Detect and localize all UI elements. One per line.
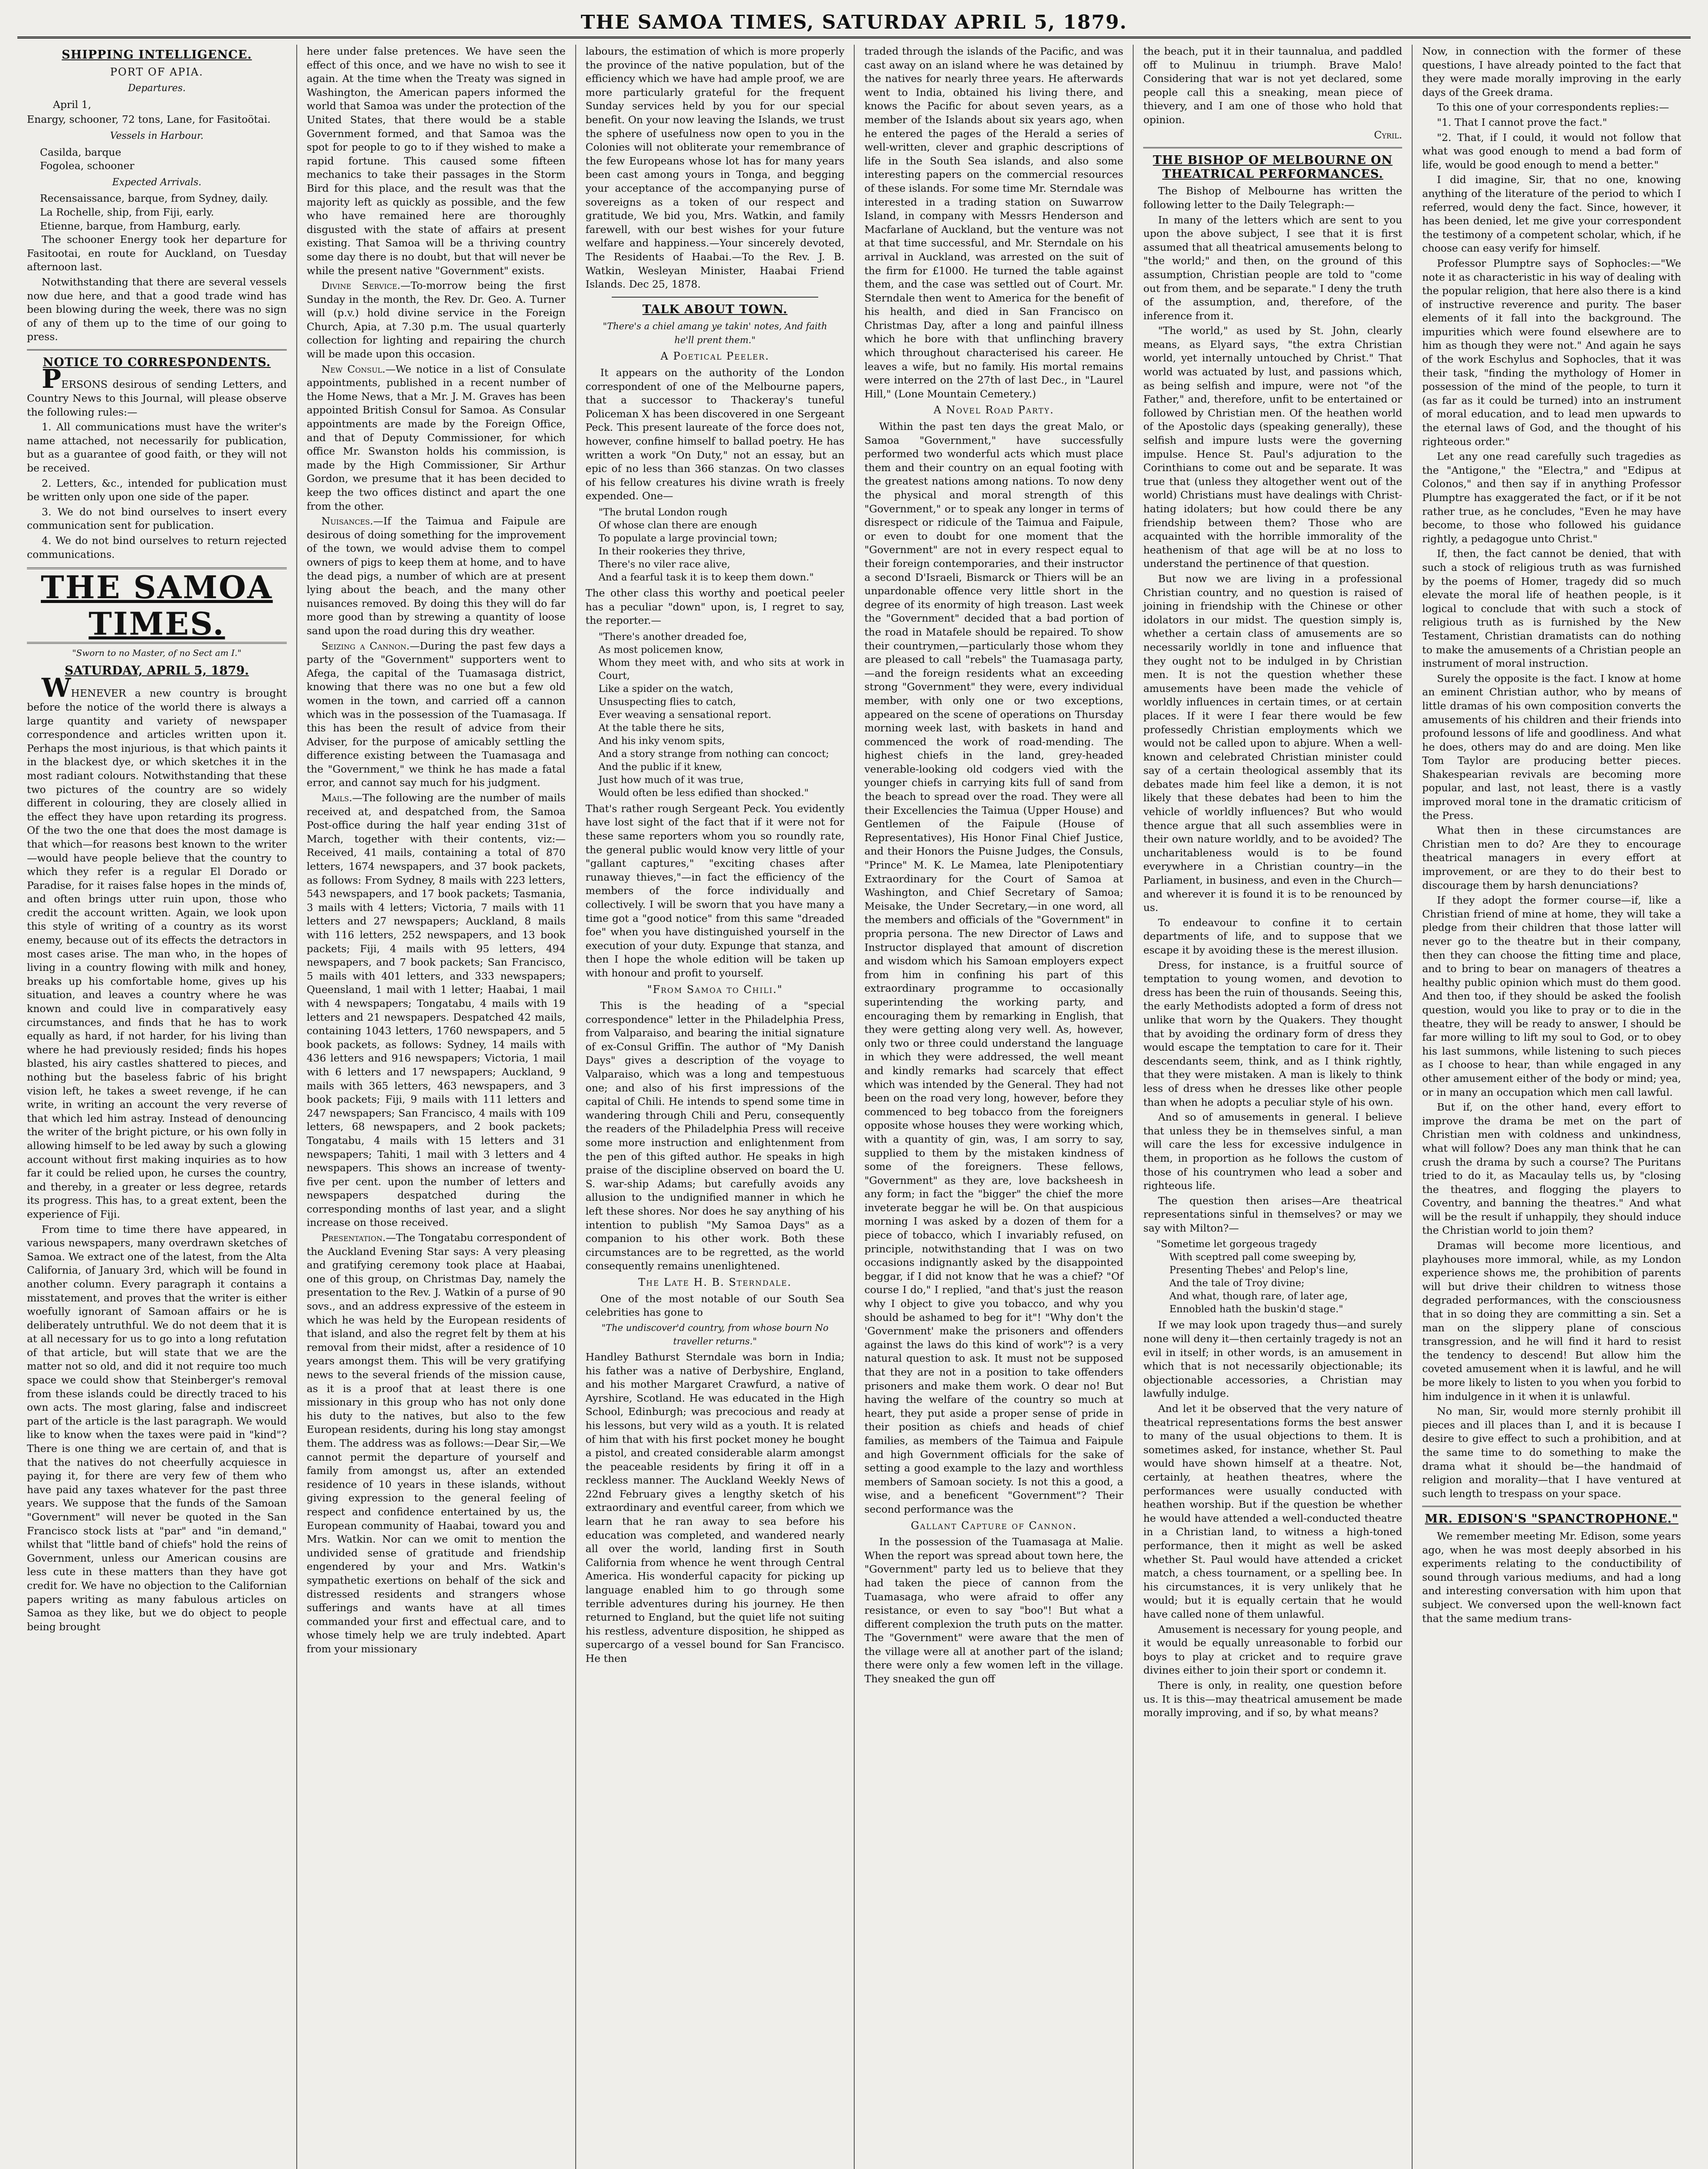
expected-label: Expected Arrivals. bbox=[112, 177, 202, 188]
leader-paragraph: WHENEVER a new country is brought before the notice of the world there is always a large quantity and variety of newspaper correspondence and articles written upon it. Perhaps the most injurious, is that which paints it in the blackest dye, or which sketches it in the most radiant colours. Notwithstanding that these two pictures of the country are so widely different in colouring, they are closely allied in the effect they have upon retarding its progress. Of the two the one that does the most damage is that which—for reasons best known to the writer—would have people believe that the country to which they refer is a regular El Dorado or Paradise, for it raises false hopes in the minds of, and often brings utter ruin upon, those who credit the account written. Again, we look upon this style of writing of a country as its worst enemy, because out of its effects the detractors in most cases arise. The man who, in the hopes of living in a country flowing with milk and honey, breaks up his comfortable home, gives up his situation, and leaves a country where he was known and could live in comparatively easy circumstances, and finds that he has to work equally as hard, if not harder, for his living than where he had previously resided; finds his hopes blasted, his airy castles shattered to pieces, and nothing but the baseless fabric of his bright vision left, he takes a sweet revenge, if he can write, in writing an account the very reverse of that which led him astray. Instead of denouncing the writer of the bright picture, or his own folly in allowing himself to be led away by such a glowing account without first making inquiries as to how far it could be relied upon, he curses the country, and thereby, in a greater or less degree, retards its progress. This has, to a great extent, been the experience of Fiji. bbox=[27, 673, 287, 1220]
list-item: La Rochelle, ship, from Fiji, early. bbox=[40, 206, 214, 218]
list-item: Casilda, barque bbox=[40, 146, 121, 158]
poem-line: And a story strange from nothing can concoct; bbox=[598, 748, 829, 760]
column-6 bbox=[1412, 45, 1691, 2169]
poem-line: In their rookeries they thrive, bbox=[598, 546, 746, 557]
page-header: THE SAMOA TIMES, SATURDAY APRIL 5, 1879. bbox=[17, 9, 1691, 39]
news-item bbox=[307, 791, 566, 1230]
list-item: Etienne, barque, from Hamburg, early. bbox=[40, 220, 241, 232]
news-item-head: Seizing a Cannon. bbox=[321, 639, 410, 652]
news-item-text: —The Tongatabu correspondent of the Auckland Evening Star says: A very pleasing and gratifying ceremony took place at Haabai, one of this group, on Christmas Day, namely the presentation to the Rev. J. Watkin of a purse of 90 sovs., and an address expressive of the esteem in which he was held by the European residents of that island, and also the regret felt by them at his removal from their midst, after a residence of 10 years amongst them. This will be very gratifying news to the several friends of the mission cause, as it is a proof that at least there is one missionary in this group who has not only done his duty to the natives, but also to the few European residents, during his long stay amongst them. The address was as follows:—Dear Sir,—We cannot permit the departure of yourself and family from amongst us, after an extended residence of 10 years in these islands, without giving expression to the general feeling of respect and confidence entertained by us, the European community of Haabai, toward you and Mrs. Watkin. Nor can we omit to mention the undivided sense of gratitude and friendship engendered by your and Mrs. Watkin's sympathetic exertions on behalf of the sick and distressed residents and strangers whose sufferings and wants have at all times commanded your first and effectual care, and to whose timely help we are truly indebted. Apart from your missionary bbox=[306, 1232, 566, 1655]
divider bbox=[1143, 147, 1402, 148]
news-item-text: —To-morrow being the first Sunday in the month, the Rev. Dr. Geo. A. Turner will (p.v.) hold divine service in the Foreign Church, Apia, at 7.30 p.m. The usual quarterly collection for lighting and repairing the church will be made upon this occasion. bbox=[306, 279, 566, 360]
vessels-list bbox=[27, 146, 287, 173]
article-paragraph: There is only, in reality, one question before us. It is this—may theatrical amusement be made morally improving, and if so, by what means? bbox=[1143, 1679, 1403, 1719]
poem-line: At the table there he sits, bbox=[598, 722, 725, 734]
notice-rule: 3. We do not bind ourselves to insert every communication sent for publication. bbox=[27, 505, 287, 532]
article-paragraph: Dress, for instance, is a fruitful source of temptation to young women, and devotion to dress has been the ruin of thousands. Seeing this, the early Methodists adopted a form of dress not unlike that worn by the Quakers. They thought that by avoiding the ordinary form of dress they would escape the temptation to care for it. Their descendants seem, think, and as I think rightly, that they were mistaken. A man is likely to think less of dress when he dresses like other people than when he adopts a peculiar style of his own. bbox=[1143, 959, 1403, 1108]
shipping-title: SHIPPING INTELLIGENCE. bbox=[62, 48, 252, 62]
poem-line: And the public if it knew, bbox=[598, 761, 722, 773]
sterndale-quote: "The undiscover'd country, from whose bourn No traveller returns." bbox=[601, 1322, 829, 1347]
poem-line: Would often be less edified than shocked." bbox=[598, 787, 809, 799]
poem bbox=[599, 630, 845, 799]
issue-date: SATURDAY, APRIL 5, 1879. bbox=[65, 663, 249, 678]
poem-line: Of whose clan there are enough bbox=[598, 520, 757, 531]
article-paragraph: No man, Sir, would more sternly prohibit ill pieces and ill places than I, and it is because I desire to give effect to such a prohibition, and at the same time to do something to make the drama what it should be—the handmaid of religion and morality—that I have ventured at such length to trespass on your space. bbox=[1422, 1405, 1681, 1500]
poem-line: With sceptred pall come sweeping by, bbox=[1169, 1252, 1357, 1263]
article-paragraph: If we may look upon tragedy thus—and surely none will deny it—then certainly tragedy is not an evil in itself; in other words, is an amusement in which that is not necessarily objectionable; its objectionable accessories, a Christian may lawfully indulge. bbox=[1143, 1319, 1403, 1400]
article-paragraph: But if, on the other hand, every effort to improve the drama be met on the part of Christian men with coldness and unkindness, what will follow? Does any man think that he can crush the drama by such a course? The Puritans tried to do it, as Macaulay tells us, by "closing the theatres, and flogging the players to Coventry, and banning the theatres." And what will be the result if unhappily, they should induce the Christian world to join them? bbox=[1422, 1101, 1681, 1237]
poem-line: Ever weaving a sensational report. bbox=[598, 709, 771, 721]
article-paragraph: But now we are living in a professional Christian country, and no question is raised of joining in friendship with the Chinese or other idolators in our midst. The question simply is, whether a certain class of amusements are so necessarily worldly in tone and influence that they ought not to be indulged in by Christian men. It is not the question whether these amusements have been made the vehicle of worldly influences in certain times, or at certain places. If it were I fear there would be few professedly Christian employments which we would not be called upon to abjure. When a well-known and celebrated Christian minister could say of a certain theological assembly that its debates made him feel like a demon, it is not likely that these debates had been to him the vehicle of worldly influences? But who would thence argue that all such assemblies were in their own nature worldly, and to be avoided? The uncharitableness would is to be found everywhere in a Christian country—in the Parliament, in business, and even in the Church—and wherever it is found it is to be renounced by us. bbox=[1143, 572, 1403, 914]
article-paragraph: "1. That I cannot prove the fact." bbox=[1437, 116, 1607, 128]
bishop-continuation: Now, in connection with the former of these questions, I have already pointed to the fact that they were made morally improving in the early days of the Greek drama. bbox=[1422, 45, 1681, 98]
newspaper-motto: "Sworn to no Master, of no Sect am I." bbox=[72, 648, 242, 659]
news-item-head: Mails. bbox=[321, 792, 352, 804]
poem-line: And what, though rare, of later age, bbox=[1169, 1291, 1348, 1302]
column-5 bbox=[1133, 45, 1412, 2169]
poem-line: Ennobled hath the buskin'd stage." bbox=[1169, 1304, 1344, 1315]
poem-line: Just how much of it was true, bbox=[598, 774, 744, 786]
bishop-article-title: THE BISHOP OF MELBOURNE ON THEATRICAL PERFORMANCES. bbox=[1153, 154, 1393, 181]
article-paragraph: In the possession of the Tuamasaga at Malie. When the report was spread about town here, the "Government" party led us to believe that they had taken the piece of cannon from the Tuamasaga, who were afraid to offer any resistance, or even to say "boo"! But what a different complexion the truth puts on the matter. The "Government" were aware that the men of the village were all at another part of the island; there were only a few women left in the village. They sneaked the gun off bbox=[864, 1536, 1124, 1685]
poem-line: And his inky venom spits, bbox=[598, 735, 725, 747]
article-paragraph: Let any one read carefully such tragedies as the "Antigone," the "Electra," and "Edipus at Colonos," and then say if in anything Professor Plumptre has exaggerated the fact, or if it be not rather true, as he concludes, "Even he may have become, to those who followed his guidance rightly, a pedagogue unto Christ." bbox=[1422, 450, 1681, 545]
poem-line: And the tale of Troy divine; bbox=[1169, 1278, 1305, 1289]
news-item-head: Presentation. bbox=[321, 1232, 386, 1244]
news-item-text: —We notice in a list of Consulate appointments, published in a recent number of the Home News, that a Mr. J. M. Graves has been appointed British Consul for Samoa. As Consular appointments are made by the Foreign Office, and that of Deputy Commissioner, for which office Mr. Swanston holds his commission, is made by the High Commissioner, Sir Arthur Gordon, we presume that it has been decided to keep the two offices distinct and apart the one from the other. bbox=[306, 363, 566, 512]
poem-line: Presenting Thebes' and Pelop's line, bbox=[1169, 1265, 1348, 1276]
article-paragraph: Amusement is necessary for young people, and it would be equally unreasonable to forbid our boys to play at cricket and to require grave divines either to join their sport or condemn it. bbox=[1143, 1623, 1403, 1677]
news-item-head: Nuisances. bbox=[321, 515, 374, 528]
news-item-head: Divine Service. bbox=[321, 279, 400, 292]
news-item bbox=[307, 363, 566, 514]
poem-line: There's no viler race alive, bbox=[598, 559, 731, 570]
presentation-continuation: labours, the estimation of which is more properly the province of the native population, but of the efficiency which we have had ample proof, we are more particularly grateful for the frequent Sunday services held by you for our special benefit. On your now leaving the Islands, we trust the sphere of usefulness now open to you in the Colonies will not obliterate your remembrance of the few Europeans whose lot has for many years been cast among yours in Tonga, and begging your acceptance of the accompanying purse of sovereigns as a token of our respect and gratitude, We bid you, Mrs. Watkin, and family farewell, with our best wishes for your future welfare and happiness.—Your sincerely devoted, The Residents of Haabai.—To the Rev. J. B. Watkin, Wesleyan Minister, Haabai Friend Islands. Dec 25, 1878. bbox=[585, 45, 845, 291]
notice-intro: PERSONS desirous of sending Letters, and Country News to this Journal, will please observe the following rules:— bbox=[27, 364, 287, 418]
departure-date: April 1, bbox=[53, 98, 92, 111]
news-item-head: New Consul. bbox=[321, 363, 386, 375]
edison-article-title: MR. EDISON'S "SPANCTROPHONE." bbox=[1425, 1512, 1678, 1526]
article-paragraph: I did imagine, Sir, that no one, knowing anything of the literature of the period to which I referred, would deny the fact. Since, however, it has been denied, let me give your correspondent the testimony of a competent scholar, which, if he choose can easy verify for himself. bbox=[1422, 174, 1681, 255]
article-paragraph: In many of the letters which are sent to you upon the above subject, I see that it is first assumed that all theatrical amusements belong to "the world;" and then, on the ground of this assumption, Christian people are told to "come out from them, and be separate." I deny the truth of the assumption, and, therefore, of the inference from it. bbox=[1143, 213, 1403, 322]
chili-heading: "From Samoa to Chili." bbox=[647, 983, 783, 996]
shipping-note: Notwithstanding that there are several vessels now due here, and that a good trade wind has been blowing during the week, there was no sign of any of them up to the time of our going to press. bbox=[27, 275, 287, 343]
signature: Cyril. bbox=[1374, 128, 1403, 141]
talk-about-town-title: TALK ABOUT TOWN. bbox=[642, 302, 788, 316]
article-paragraph: We remember meeting Mr. Edison, some years ago, when he was most deeply absorbed in his experiments relating to the conductibility of sound through various mediums, and had a long and interesting conversation with him upon that subject. We conversed upon the well-known fact that the same medium trans- bbox=[1422, 1530, 1681, 1625]
article-paragraph: If, then, the fact cannot be denied, that with such a stock of religious truth as was furnished by the poems of Homer, tragedy did so much elevate the moral life of heathen people, is it logical to conclude that with such a stock of religious truth as is furnished by the New Testament, Christian dramatists can do nothing to make the amusements of a Christian people an instrument of moral instruction. bbox=[1422, 547, 1681, 670]
article-paragraph: "The world," as used by St. John, clearly means, as Elyard says, "the extra Christian world, yet internally untouched by Christ." That world was actuated by lust, and passions which, as being selfish and impure, were not "of the Father," and, therefore, unfit to be entertained or followed by Christian men. Of the heathen world of the Apostolic days (speaking generally), these selfish and impure lusts were the governing impulse. Hence St. Paul's adjuration to the Corinthians to come out and be separate. It was true that (unless they altogether went out of the world) Christians must have dealings with Christ-hating idolaters; but how could there be any friendship between them? Those who are acquainted with the horrible immorality of the heathenism of that age will be at no loss to understand the pertinence of that question. bbox=[1143, 324, 1403, 570]
list-item: Fogolea, schooner bbox=[40, 160, 134, 172]
news-item bbox=[307, 279, 566, 361]
poem-line: "Sometime let gorgeous tragedy bbox=[1156, 1238, 1317, 1250]
milton-quote bbox=[1156, 1238, 1402, 1316]
poem-line: "There's another dreaded foe, bbox=[598, 631, 747, 642]
article-paragraph: And so of amusements in general. I believe that unless they be in themselves sinful, a man will care the less for excessive indulgence in them, in proportion as he follows the custom of those of his countrymen who lead a sober and righteous life. bbox=[1143, 1111, 1403, 1192]
column-4 bbox=[854, 45, 1133, 2169]
talk-epigraph: "There's a chiel amang ye takin' notes, And faith he'll prent them." bbox=[603, 321, 827, 345]
poem-line: And a fearful task it is to keep them down." bbox=[598, 572, 814, 583]
article-paragraph: What then in these circumstances are Christian men to do? Are they to encourage theatrical managers in every effort at improvement, or are they to do their best to discourage them by harsh denunciations? bbox=[1422, 824, 1681, 891]
list-item: Recensaissance, barque, from Sydney, daily. bbox=[40, 192, 269, 205]
departure-entry: Enargy, schooner, 72 tons, Lane, for Fasitoötai. bbox=[27, 113, 271, 126]
article-paragraph: This is the heading of a "special correspondence" letter in the Philadelphia Press, from Valparaiso, and bearing the initial signature of ex-Consul Griffin. The author of "My Danish Days" gives a description of the voyage to Valparaiso, which was a long and tempestuous one; and also of his first impressions of the capital of Chili. He intends to spend some time in wandering through Chili and Peru, consequently the readers of the Philadelphia Press will receive some more instruction and enlightenment from the pen of this gifted author. He speaks in high praise of the discipline observed on board the U. S. war-ship Adams; but carefully avoids any allusion to the undignified manner in which he left these shores. Nor does he say anything of his intention to publish "My Samoa Days" as a companion to his other work. Both these circumstances are to be regretted, as the world consequently remains unenlightened. bbox=[585, 999, 845, 1272]
leader-continuation: here under false pretences. We have seen the effect of this once, and we have no wish to see it again. At the time when the Treaty was signed in Washington, the American papers informed the world that Samoa was under the protection of the United States, that there would be a stable Government formed, and that Samoa was the spot for people to go to if they wished to make a rapid fortune. This caused some fifteen mechanics to take their passages in the Storm Bird for this place, and the result was that the majority left as quickly as possible, and the few who have remained here are thoroughly disgusted with the state of affairs at present existing. That Samoa will be a thriving country some day there is no doubt, but that will never be while the present native "Government" exists. bbox=[306, 45, 566, 277]
column-1 bbox=[17, 45, 296, 2169]
gallant-continuation: the beach, put it in their taunnalua, and paddled off to Mulinuu in triumph. Brave Malo! Considering that war is not yet declared, some people call this a sneaking, mean piece of thievery, and I am one of those who hold that opinion. bbox=[1143, 45, 1403, 126]
poem-line: As most policemen know, bbox=[598, 644, 724, 655]
expected-list bbox=[27, 192, 287, 233]
article-paragraph: One of the most notable of our South Sea celebrities has gone to bbox=[585, 1292, 845, 1319]
notice-rule: 4. We do not bind ourselves to return rejected communications. bbox=[27, 534, 287, 560]
news-item-text: —The following are the number of mails received at, and despatched from, the Samoa Post-office during the half year ending 31st of March, together with their contents, viz:—Received, 41 mails, containing a total of 870 letters, 1674 newspapers, and 37 book packets, as follows: From Sydney, 8 mails with 223 letters, 543 newspapers, and 17 book packets; Tasmania, 3 mails with 4 letters; Victoria, 7 mails with 11 letters and 27 newspapers; Auckland, 8 mails with 116 letters, 252 newspapers, and 13 book packets; Fiji, 4 mails with 95 letters, 494 newspapers, and 7 book packets; San Francisco, 5 mails with 401 letters, and 333 newspapers; Queensland, 1 mail with 1 letter; Haabai, 1 mail with 4 newspapers; Tongatabu, 4 mails with 19 letters and 21 newspapers. Despatched 42 mails, containing 1043 letters, 1760 newspapers, and 5 book packets, as follows: Sydney, 14 mails with 436 letters and 916 newspapers; Victoria, 1 mail with 6 letters and 17 newspapers; Auckland, 9 mails with 365 letters, 463 newspapers, and 3 book packets; Fiji, 9 mails with 111 letters and 247 newspapers; San Francisco, 4 mails with 109 letters, 68 newspapers, and 2 book packets; Tongatabu, 4 mails with 15 letters and 31 newspapers; Tahiti, 1 mail with 3 letters and 4 newspapers. This shows an increase of twenty-five per cent. upon the number of letters and newspapers despatched during the corresponding months of last year, and a slight increase on those received. bbox=[306, 792, 566, 1229]
article-paragraph: To endeavour to confine it to certain departments of life, and to suppose that we escape it by avoiding these is the merest illusion. bbox=[1143, 916, 1403, 956]
article-paragraph: And let it be observed that the very nature of theatrical representations forms the best answer to many of the usual objections to them. It is sometimes asked, for instance, whether St. Paul would have shown himself at a theatre. Not, certainly, at heathen theatres, where the performances were usually conducted with heathen worship. But if the question be whether he would have attended a well-conducted theatre in a Christian land, to witness a high-toned performance, then it might as well be asked whether St. Paul would have attended a cricket match, a chess tournament, or a spelling bee. In his circumstances, it is very unlikely that he would; but it is equally certain that he would have called none of them unlawful. bbox=[1143, 1402, 1403, 1620]
news-item-text: —If the Taimua and Faipule are desirous of doing something for the improvement of the town, we would advise them to compel owners of pigs to keep them at home, and to have the dead pigs, a number of which are at present lying about the beach, and the many other nuisances removed. By doing this they will do far more good than by strewing a quantity of loose sand upon the road during this dry weather. bbox=[306, 515, 566, 637]
article-paragraph: "2. That, if I could, it would not follow that what was good enough to mend a bad form of life, would be good enough to mend a better." bbox=[1422, 131, 1681, 171]
divider bbox=[27, 349, 287, 351]
article-paragraph: It appears on the authority of the London correspondent of one of the Melbourne papers, that a successor to Thackeray's tuneful Policeman X has been discovered in one Sergeant Peck. This present laureate of the force does not, however, confine himself to ballad poetry. He has written a work "On Duty," not an essay, but an epic of no less than 366 stanzas. On two classes of his fellow creatures his divine wrath is freely expended. One— bbox=[585, 367, 845, 502]
article-paragraph: To this one of your correspondents replies:— bbox=[1437, 101, 1669, 114]
poem bbox=[599, 506, 845, 584]
poem-line: To populate a large provincial town; bbox=[598, 533, 777, 544]
sterndale-heading: The Late H. B. Sterndale. bbox=[638, 1276, 792, 1288]
poetical-peeler-heading: A Poetical Peeler. bbox=[660, 350, 770, 363]
article-paragraph: Dramas will become more licentious, and playhouses more immoral, while, as my London experience shows me, the prohibition of parents will but drive their children to witness those degraded performances, with the consciousness that in so doing they are committing a sin. Set a man on the slippery plane of conscious transgression, and he will find it hard to resist the tendency to descend! But allow him the coveted amusement when it is lawful, and he will be more likely to listen to you when you forbid to him indulgence in it when it is unlawful. bbox=[1422, 1239, 1681, 1402]
news-item bbox=[307, 1231, 566, 1656]
article-paragraph: The Bishop of Melbourne has written the following letter to the Daily Telegraph:— bbox=[1143, 185, 1403, 211]
vessels-label: Vessels in Harbour. bbox=[110, 130, 204, 141]
article-paragraph: Handley Bathurst Sterndale was born in India; his father was a native of Derbyshire, England, and his mother Margaret Crawfurd, a native of Ayrshire, Scotland. He was educated in the High School, Edinburgh; was precocious and ready at his lessons, but very wild as a youth. It is related of him that with his first pocket money he bought a pistol, and created considerable alarm amongst the peaceable residents by firing it off in a reckless manner. The Auckland Weekly News of 22nd February gives a lengthy sketch of his extraordinary and eventful career, from which we learn that he ran away to sea before his education was completed, and wandered nearly all over the world, landing first in South California from whence he went through Central America. His wonderful capacity for picking up language enabled him to go through some terrible adventures during his journey. He then returned to England, but the quiet life not suiting his restless, adventure disposition, he shipped as supercargo of a vessel bound for San Francisco. He then bbox=[585, 1350, 845, 1664]
newspaper-title: THE SAMOA TIMES. bbox=[27, 567, 287, 644]
article-paragraph: Professor Plumptre says of Sophocles:—"We note it as characteristic in his way of dealing with the popular religion, that here also there is a kind of instructive reverence and purity. The baser elements of it fall into the background. The impurities which were found elsewhere are to him as though they were not." And again he says of the work Eschylus and Sophocles, that it was their task, "finding the mythology of Homer in possession of the mind of the people, to turn it (as far as it could be turned) into an instrument of moral education, and to lead men upwards to the eternal laws of God, and the thought of his righteous order." bbox=[1422, 257, 1681, 448]
article-paragraph: That's rather rough Sergeant Peck. You evidently have lost sight of the fact that if it were not for these same reporters whom you so roundly rate, the general public would know very little of your "gallant captures," "exciting chases after runaway thieves,"—in fact the efficiency of the members of the force individually and collectively. I will be sworn that you have many a time got a "good notice" from this same "dreaded foe" when you have distinguished yourself in the execution of your duty. Expunge that stanza, and then I hope the whole edition will be taken up with honour and profit to yourself. bbox=[585, 802, 845, 979]
leader-paragraph: From time to time there have appeared, in various newspapers, many overdrawn sketches of Samoa. We extract one of the latest, from the Alta California, of January 3rd, which will be found in another column. Every paragraph it contains a misstatement, and proves that the writer is either woefully ignorant of Samoan affairs or he is deliberately untruthful. We do not deem that it is at all necessary for us to go into a long refutation of that article, but will state that we are the matter not so old, and did it not require too much space we could show that Steinberger's removal from these islands could be directly traced to his own acts. The most glaring, false and indiscreet part of the article is the last paragraph. We would like to know when the taxes were paid in "kind"? There is one thing we are certain of, and that is that the natives do not cheerfully acquiesce in paying it, for there are very few of them who have paid any taxes whatever for the past three years. We suppose that the funds of the Samoan "Government" will never be quoted in the San Francisco stock lists at "par" and "in demand," whilst that "little band of chiefs" hold the reins of Government, unless our American cousins are less cute in these matters than they have got credit for. We have no objection to the Californian papers writing as many fabulous articles on Samoa as they like, but we do object to people being brought bbox=[27, 1223, 287, 1633]
column-2 bbox=[296, 45, 575, 2169]
poem-line: Like a spider on the watch, bbox=[598, 683, 734, 695]
news-item-text: —During the past few days a party of the "Government" supporters went to Afega, the capital of the Tuamasaga district, knowing that there was no one but a few old women in the town, and carried off a cannon which was in the possession of the Tuamasaga. If this has been the result of advice from their Adviser, for the purpose of amicably settling the difference existing between the Tuamasaga and the "Government," we think he has made a fatal error, and cannot say much for his judgment. bbox=[306, 639, 566, 789]
shipping-note: The schooner Energy took her departure for Fasitootai, en route for Auckland, on Tuesday afternoon last. bbox=[27, 233, 287, 273]
news-item bbox=[307, 514, 566, 638]
sterndale-continuation: traded through the islands of the Pacific, and was cast away on an island where he was detained by the natives for nearly three years. He afterwards went to India, obtained his living there, and knows the Pacific for about seven years, as a member of the Islands about six years ago, when he entered the pages of the Herald a series of well-written, clever and graphic descriptions of life in the South Sea islands, and also some interesting papers on the commercial resources of these islands. For some time Mr. Sterndale was interested in a trading station on Suwarrow Island, in company with Messrs Henderson and Macfarlane of Auckland, but the venture was not at that time successful, and Mr. Sterndale on his arrival in Auckland, was arrested on the suit of the firm for £1000. He turned the table against them, and the case was settled out of Court. Mr. Sterndale then went to America for the benefit of his health, and died in San Francisco on Christmas Day, after a long and painful illness which he bore with that unflinching bravery which throughout characterised his career. He leaves a wife, but no family. His mortal remains were interred on the 27th of last Dec., in "Laurel Hill," (Lone Mountain Cemetery.) bbox=[864, 45, 1124, 400]
poem-line: Unsuspecting flies to catch, bbox=[598, 696, 736, 708]
gallant-capture-heading: Gallant Capture of Cannon. bbox=[911, 1519, 1077, 1532]
article-paragraph: Surely the opposite is the fact. I know at home an eminent Christian author, who by means of little dramas of his own composition converts the amusements of his children and their friends into profound lessons of life and goodliness. And what he does, others may do and are doing. Men like Tom Taylor are producing better pieces. Shakespearian revivals are becoming more popular, and last, not least, there is a vastly improved moral tone in the dramatic criticism of the Press. bbox=[1422, 672, 1681, 822]
shipping-port: PORT OF APIA. bbox=[110, 66, 203, 78]
article-paragraph: The question then arises—Are theatrical representations sinful in themselves? or may we say with Milton?— bbox=[1143, 1194, 1403, 1234]
poem-line: Whom they meet with, and who sits at work in Court, bbox=[598, 657, 845, 681]
column-3 bbox=[575, 45, 854, 2169]
notice-rule: 1. All communications must have the writer's name attached, not necessarily for publication, but as a guarantee of good faith, or they will not be received. bbox=[27, 421, 287, 475]
columns bbox=[17, 45, 1691, 2169]
divider bbox=[1422, 1506, 1681, 1507]
poem-line: "The brutal London rough bbox=[598, 507, 728, 518]
article-paragraph: The other class this worthy and poetical peeler has a peculiar "down" upon, is, I regret to say, the reporter.— bbox=[585, 587, 845, 627]
article-paragraph: Within the past ten days the great Malo, or Samoa "Government," have successfully performed two wonderful acts which must place them and their country on an equal footing with the greatest nations among nations. To now deny the physical and moral strength of this "Government," or to speak any longer in terms of disrespect or ridicule of the Taimua and Faipule, or even to doubt for one moment that the "Government" are not in every respect equal to their foreign contemporaries, and their instructor a second D'Israeli, Bismarck or Thiers will be an unpardonable offence very little short in the degree of its enormity of high treason. Last week the "Government" decided that a bad portion of the road in Matafele should be repaired. To show their countrymen,—particularly those whom they are pleased to call "rebels" the Tuamasaga party,—and the foreign residents what an exceeding strong "Government" they were, every individual member, with only one or two exceptions, appeared on the scene of operations on Thursday morning week last, with baskets in hand and commenced the work of road-mending. The highest chiefs in the land, grey-headed venerable-looking old codgers vied with the younger chiefs in carrying kits full of sand from the beach to spread over the road. They were all their Excellencies the Taimua (Upper House) and Gentlemen of the Faipule (House of Representatives), His Honor Final Chief Justice, and their Honors the Puisne Judges, the Consuls, "Prince" M. K. Le Mamea, late Plenipotentiary Extraordinary for the Court of Samoa at Washington, and Chief Secretary of Samoa; Meisake, the Under Secretary,—in one word, all the members and officials of the "Government" in propria persona. The new Director of Laws and Instructor displayed that amount of discretion and wisdom which his Samoan employers expect from him in confining his part of this extraordinary programme to occasionally superintending the working party, and encouraging them by remarking in English, that they were getting along very well. As, however, only two or three could understand the language in which they were addressed, the well meant and kindly remarks had scarcely that effect which was intended by the General. They had not been on the road very long, however, before they commenced to beg tobacco from the foreigners opposite whose houses they were working which, with a quantity of gin, was, I am sorry to say, supplied to them by the mistaken kindness of some of the foreigners. These fellows, "Government" as they are, love backsheesh in any form; in fact the "bigger" the chief the more inveterate beggar he will be. On that auspicious morning I was asked by a dozen of them for a piece of tobacco, which I invariably refused, on principle, notwithstanding that I was on two occasions indignantly asked by the disappointed beggar, if I did not know that he was a chief? "Of course I do," I replied, "and that's just the reason why I object to give you tobacco, and why you should be ashamed to beg for it"! "Why don't the 'Government' make the prisoners and offenders against the laws do this kind of work"? is a very natural question to ask. It must not be supposed that they are not in a position to take offenders prisoners and make them work. O dear no! But having the welfare of the country so much at heart, they put aside a proper sense of pride in their position as chiefs and heads of chief families, as members of the Taimua and Faipule and high Government officials for the sake of setting a good example to the lazy and worthless members of Samoan society. Is not this a good, a wise, and a beneficent "Government"? Their second performance was the bbox=[864, 420, 1124, 1515]
departures-label: Departures. bbox=[128, 83, 186, 94]
notice-title: NOTICE TO CORRESPONDENTS. bbox=[43, 355, 271, 369]
novel-road-party-heading: A Novel Road Party. bbox=[933, 404, 1054, 416]
article-paragraph: If they adopt the former course—if, like a Christian friend of mine at home, they will take a pledge from their children that those latter will never go to the theatre but in their company, then they can choose the fitting time and place, and to bring to bear on managers of theatres a healthy public opinion which must do them good. And then too, if they should be asked the foolish question, would you like to pray or to die in the theatre, they will be ready to answer, I should be far more willing to lift my soul to God, or to obey his last summons, while listening to such pieces as I choose to hear, than while engaged in any other amusement either of the body or mind; yea, or in many an occupation which men call lawful. bbox=[1422, 894, 1681, 1098]
divider bbox=[612, 297, 819, 298]
notice-rule: 2. Letters, &c., intended for publication must be written only upon one side of the paper. bbox=[27, 477, 287, 503]
news-item bbox=[307, 639, 566, 790]
